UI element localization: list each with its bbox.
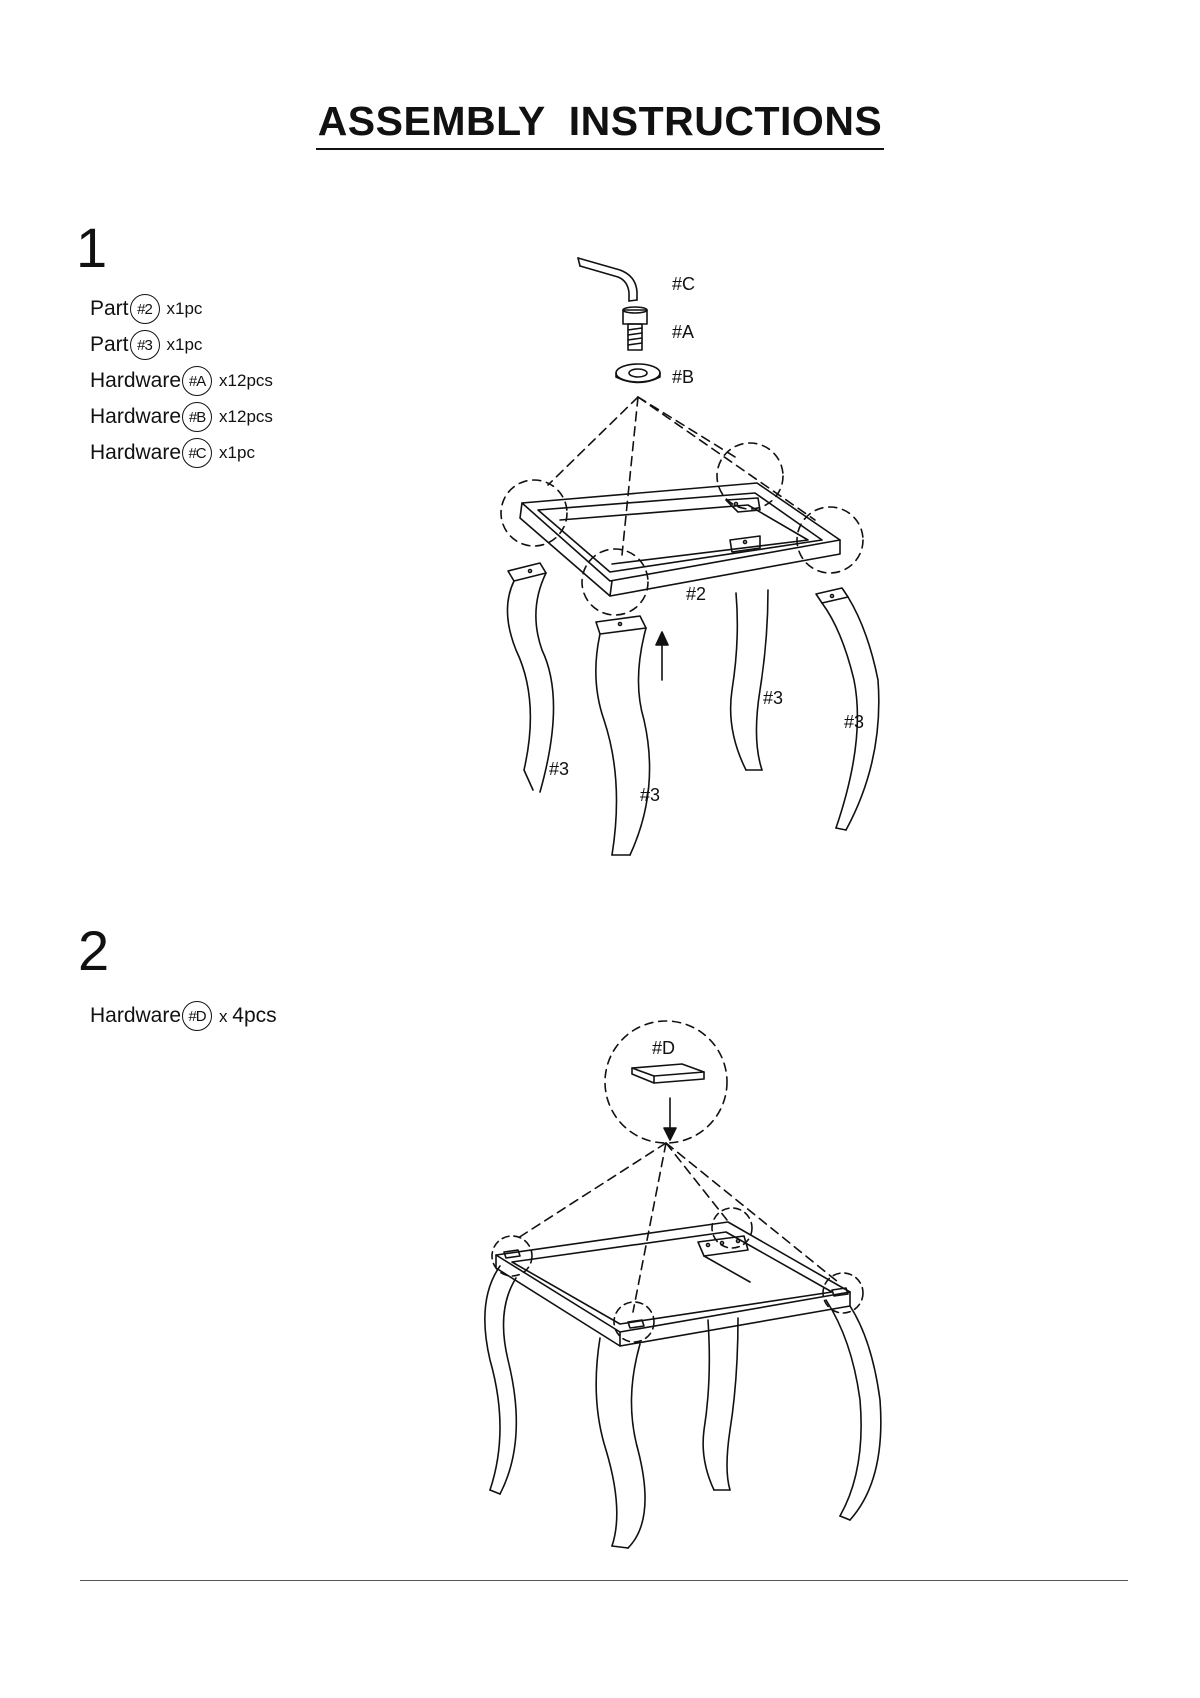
label-leg: #3: [549, 759, 570, 779]
step-1-number: 1: [76, 216, 108, 279]
arrow-up-icon: [656, 632, 668, 680]
parts-list-item: Hardware #A x12pcs: [90, 363, 273, 399]
table-frame-icon: [520, 483, 840, 596]
parts-list-item: Hardware #D x 4pcs: [90, 998, 277, 1034]
table-leg-icon: [816, 588, 879, 830]
washer-icon: [616, 364, 660, 383]
parts-list-item: Hardware #B x12pcs: [90, 399, 273, 435]
parts-list-item: Part #3 x1pc: [90, 327, 273, 363]
part-code-badge: #B: [182, 402, 212, 432]
allen-key-icon: [578, 258, 637, 301]
detail-circles-step1: [501, 443, 863, 615]
label-bolt: #A: [672, 322, 695, 342]
table-leg-icon: [507, 563, 553, 792]
label-pad: #D: [652, 1038, 676, 1058]
part-code-badge: #A: [182, 366, 212, 396]
parts-list-item: Hardware #C x1pc: [90, 435, 273, 471]
leveling-pad-icon: [632, 1064, 704, 1083]
part-code-badge: #C: [182, 438, 212, 468]
step-2-number: 2: [78, 919, 110, 982]
table-leg-icon: [596, 616, 650, 855]
label-frame: #2: [686, 584, 707, 604]
label-allen-key: #C: [672, 274, 696, 294]
part-code-badge: #D: [182, 1001, 212, 1031]
label-leg: #3: [844, 712, 865, 732]
parts-list-item: Part #2 x1pc: [90, 291, 273, 327]
page-title: ASSEMBLY INSTRUCTIONS: [0, 98, 1200, 145]
table-leg-icon: [731, 590, 768, 770]
label-leg: #3: [640, 785, 661, 805]
assembled-table-icon: [485, 1222, 881, 1548]
footer-divider: [80, 1580, 1128, 1581]
arrow-down-icon: [664, 1098, 676, 1140]
label-washer: #B: [672, 367, 695, 387]
part-code-badge: #2: [130, 294, 160, 324]
leader-lines-step1: [548, 397, 815, 555]
bolt-icon: [623, 307, 647, 350]
leader-lines-step2: [518, 1143, 838, 1312]
label-leg: #3: [763, 688, 784, 708]
part-code-badge: #3: [130, 330, 160, 360]
